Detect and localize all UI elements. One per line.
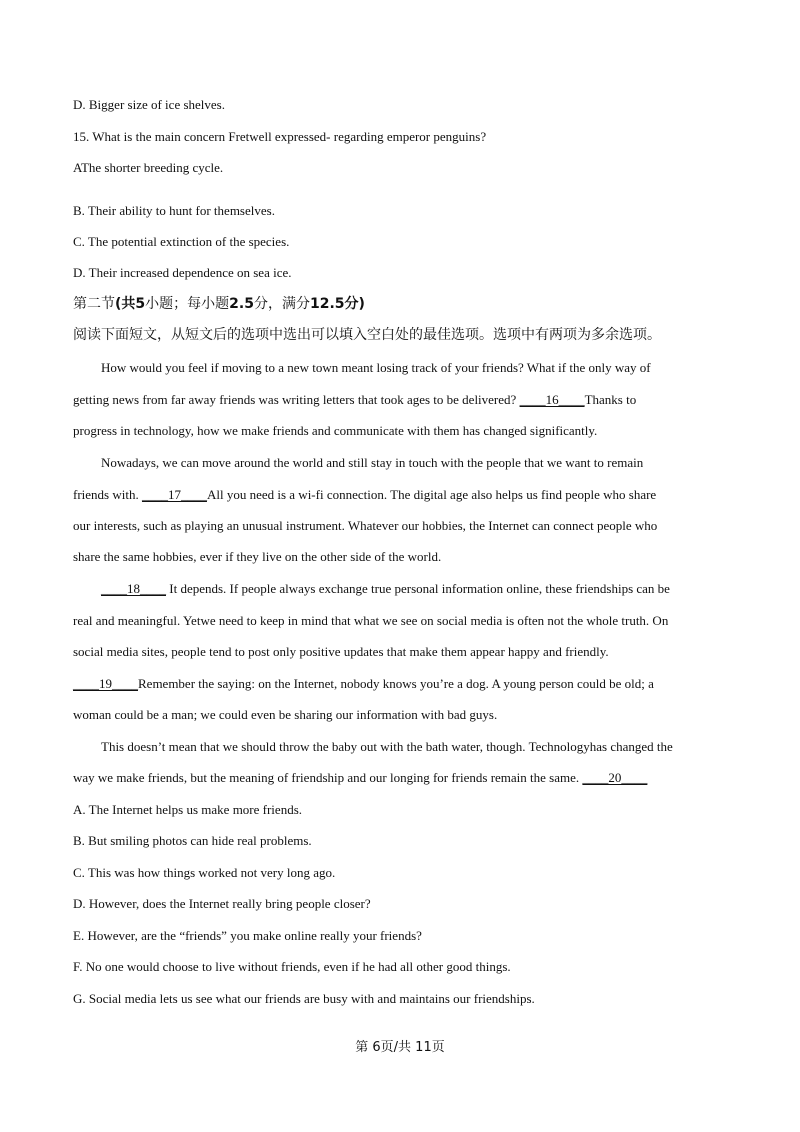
passage-text: Remember the saying: on the Internet, nobody knows you’re a dog. A young person could be old; a bbox=[138, 676, 654, 691]
passage-p4-line2: woman could be a man; we could even be sharing our information with bad guys. bbox=[73, 707, 498, 722]
choice-a: A. The Internet helps us make more friends. bbox=[73, 802, 302, 817]
section-heading-each: 2.5 bbox=[229, 296, 254, 312]
passage-text: Thanks to bbox=[584, 392, 637, 407]
q15-option-a: AThe shorter breeding cycle. bbox=[73, 160, 224, 175]
q15-stem: 15. What is the main concern Fretwell expressed- regarding emperor penguins? bbox=[73, 129, 487, 144]
passage-p1-line2 bbox=[73, 392, 636, 408]
choice-g: G. Social media lets us see what our friends are busy with and maintains our friendships. bbox=[73, 991, 535, 1006]
choice-f: F. No one would choose to live without friends, even if he had all other good things. bbox=[73, 959, 511, 974]
passage-p3-line2: real and meaningful. Yetwe need to keep in mind that what we see on social media is often not the whole truth. On bbox=[73, 613, 669, 628]
choice-b: B. But smiling photos can hide real problems. bbox=[73, 833, 312, 848]
page-footer: 第 6页/共 11页 bbox=[355, 1040, 445, 1055]
choice-c: C. This was how things worked not very long ago. bbox=[73, 865, 336, 880]
section-heading-count: 5 bbox=[135, 296, 146, 312]
section-heading-mid2: 分，满分 bbox=[253, 296, 310, 312]
passage-p2-line1: Nowadays, we can move around the world and still stay in touch with the people that we want to remain bbox=[101, 455, 644, 470]
passage-p5-line1: This doesn’t mean that we should throw the baby out with the bath water, though. Technologyhas changed the bbox=[101, 739, 673, 754]
passage-p5-line2 bbox=[73, 770, 647, 786]
passage-p2-line4: share the same hobbies, ever if they live on the other side of the world. bbox=[73, 549, 442, 564]
section-heading bbox=[73, 296, 365, 312]
passage-p3-line3: social media sites, people tend to post only positive updates that make them appear happy and friendly. bbox=[73, 644, 609, 659]
section-heading-paren: (共 bbox=[115, 296, 136, 312]
passage-p3-line1 bbox=[101, 581, 670, 597]
passage-text: friends with. bbox=[73, 487, 142, 502]
passage-p1-line1: How would you feel if moving to a new town meant losing track of your friends? What if the only way of bbox=[101, 360, 651, 375]
passage-text: getting news from far away friends was writing letters that took ages to be delivered? bbox=[73, 392, 520, 407]
choice-e: E. However, are the “friends” you make online really your friends? bbox=[73, 928, 422, 943]
section-heading-end: 分) bbox=[344, 296, 365, 312]
blank-16: ____16____ bbox=[519, 392, 585, 407]
passage-p4-line1 bbox=[73, 676, 654, 692]
section-instruction: 阅读下面短文，从短文后的选项中选出可以填入空白处的最佳选项。选项中有两项为多余选项。 bbox=[73, 327, 661, 343]
q14-option-d: D. Bigger size of ice shelves. bbox=[73, 97, 225, 112]
passage-text: It depends. If people always exchange true personal information online, these friendships can be bbox=[166, 581, 670, 596]
section-heading-total: 12.5 bbox=[309, 296, 345, 312]
passage-p2-line3: our interests, such as playing an unusual instrument. Whatever our hobbies, the Internet can connect people who bbox=[73, 518, 658, 533]
q15-option-d: D. Their increased dependence on sea ice. bbox=[73, 265, 292, 280]
blank-20: ____20____ bbox=[582, 770, 648, 785]
passage-text: way we make friends, but the meaning of friendship and our longing for friends remain the same. bbox=[73, 770, 583, 785]
section-heading-pre: 第二节 bbox=[73, 296, 115, 312]
passage-text: All you need is a wi-fi connection. The digital age also helps us find people who share bbox=[206, 487, 657, 502]
section-heading-mid1: 小题；每小题 bbox=[145, 296, 230, 312]
passage-p1-line3: progress in technology, how we make friends and communicate with them has changed significantly. bbox=[73, 423, 598, 438]
blank-17: ____17____ bbox=[141, 487, 207, 502]
choice-d: D. However, does the Internet really bring people closer? bbox=[73, 896, 371, 911]
passage-p2-line2 bbox=[73, 487, 656, 503]
blank-18: ____18____ bbox=[101, 581, 166, 596]
q15-option-b: B. Their ability to hunt for themselves. bbox=[73, 203, 275, 218]
q15-option-c: C. The potential extinction of the species. bbox=[73, 234, 290, 249]
blank-19: ____19____ bbox=[73, 676, 138, 691]
